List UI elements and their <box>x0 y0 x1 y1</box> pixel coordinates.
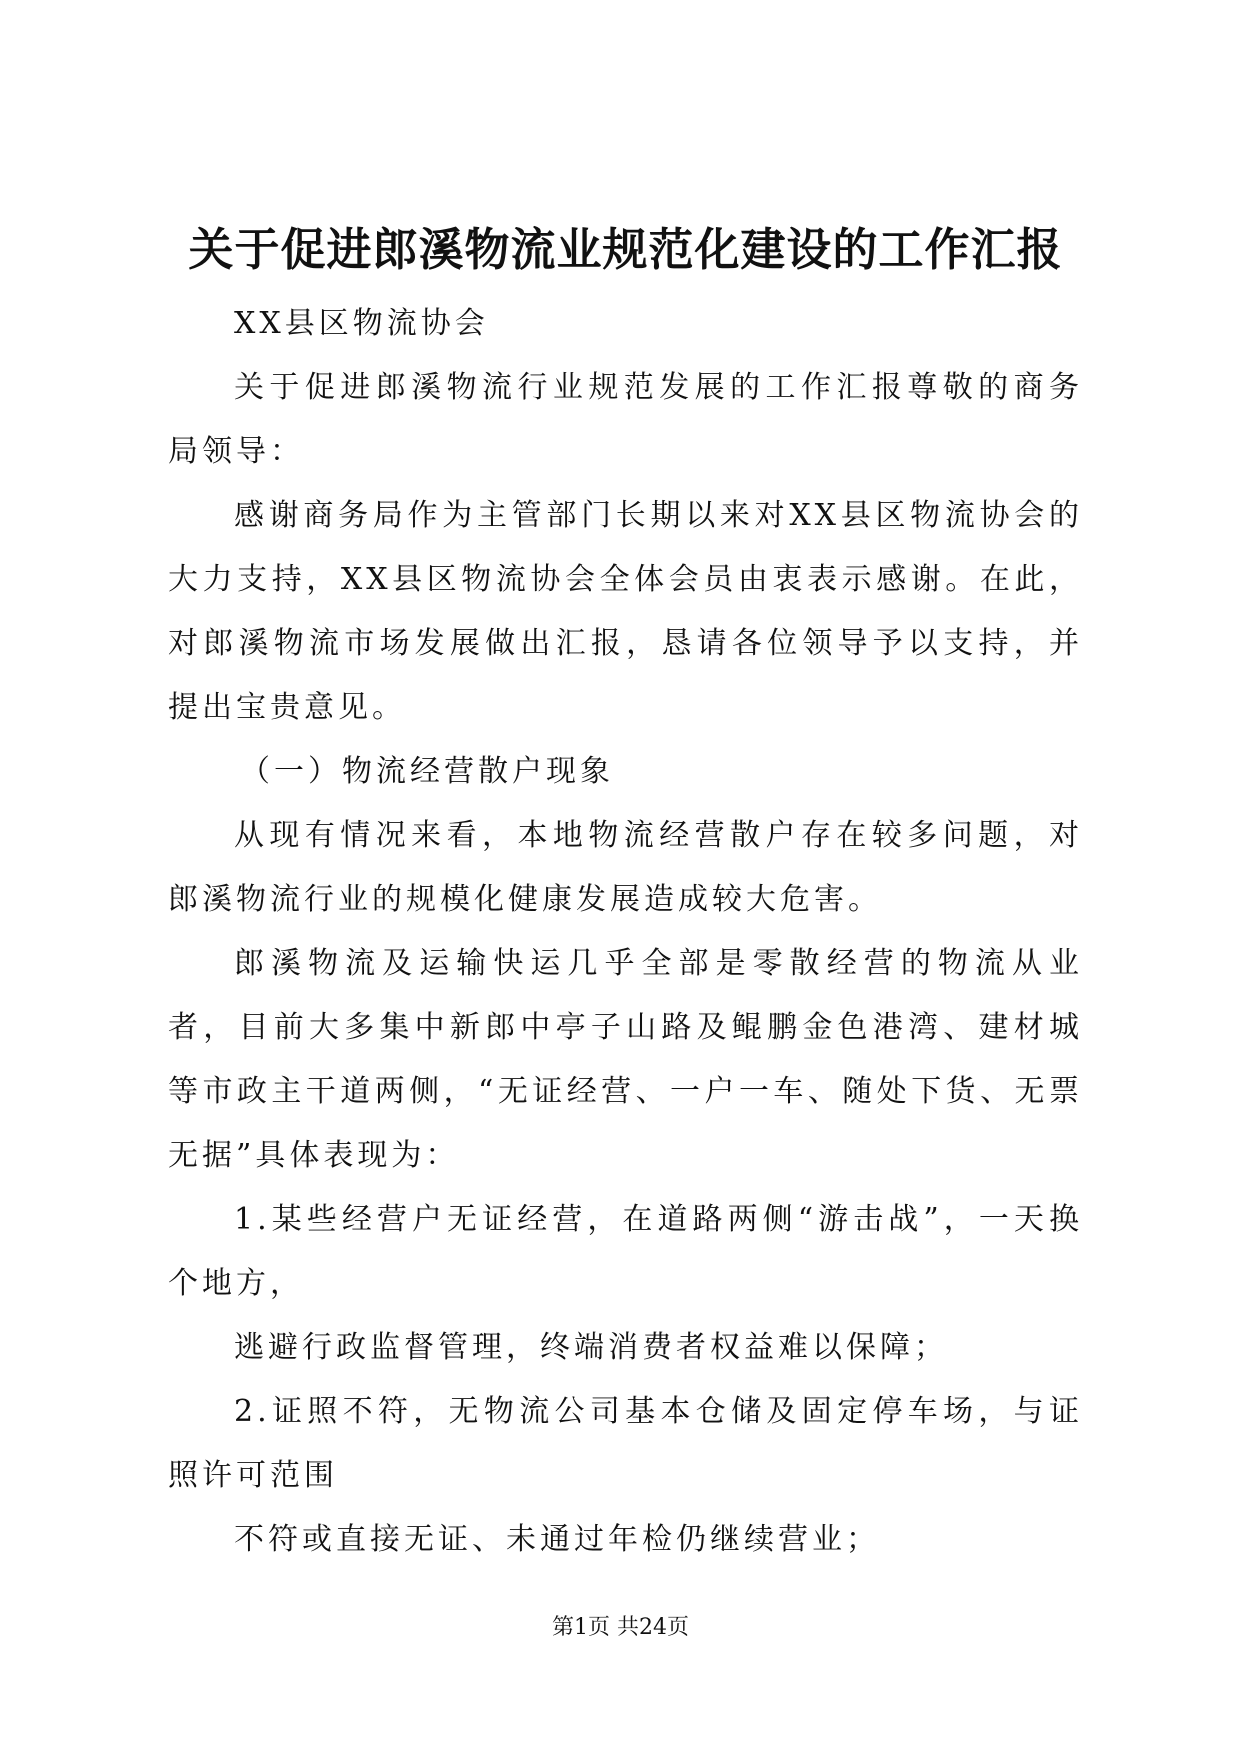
document-body <box>168 292 1083 1572</box>
list-item-continuation: 逃避行政监督管理，终端消费者权益难以保障； <box>234 1330 948 1365</box>
list-item: 2.证照不符，无物流公司基本仓储及固定停车场，与证照许可范围 <box>168 1394 1083 1493</box>
section-heading: （一）物流经营散户现象 <box>240 754 614 789</box>
author-line: XX县区物流协会 <box>234 306 489 341</box>
document-title: 关于促进郎溪物流业规范化建设的工作汇报 <box>188 223 1063 276</box>
list-item-continuation: 不符或直接无证、未通过年检仍继续营业； <box>234 1522 880 1557</box>
intro-paragraph: 感谢商务局作为主管部门长期以来对XX县区物流协会的大力支持，XX县区物流协会全体会员由衷表示感谢。在此，对郎溪物流市场发展做出汇报，恳请各位领导予以支持，并提出宝贵意见。 <box>168 498 1083 725</box>
salutation-paragraph: 关于促进郎溪物流行业规范发展的工作汇报尊敬的商务局领导： <box>168 370 1083 469</box>
body-paragraph: 郎溪物流及运输快运几乎全部是零散经营的物流从业者，目前大多集中新郎中亭子山路及鲲鹏金色港湾、建材城等市政主干道两侧，“无证经营、一户一车、随处下货、无票无据”具体表现为： <box>168 946 1083 1173</box>
document-page <box>168 0 1083 1754</box>
page-number: 第1页 共24页 <box>552 1615 689 1640</box>
list-item: 1.某些经营户无证经营，在道路两侧“游击战”，一天换个地方， <box>168 1202 1083 1301</box>
body-paragraph: 从现有情况来看，本地物流经营散户存在较多问题，对郎溪物流行业的规模化健康发展造成较大危害。 <box>168 818 1083 917</box>
